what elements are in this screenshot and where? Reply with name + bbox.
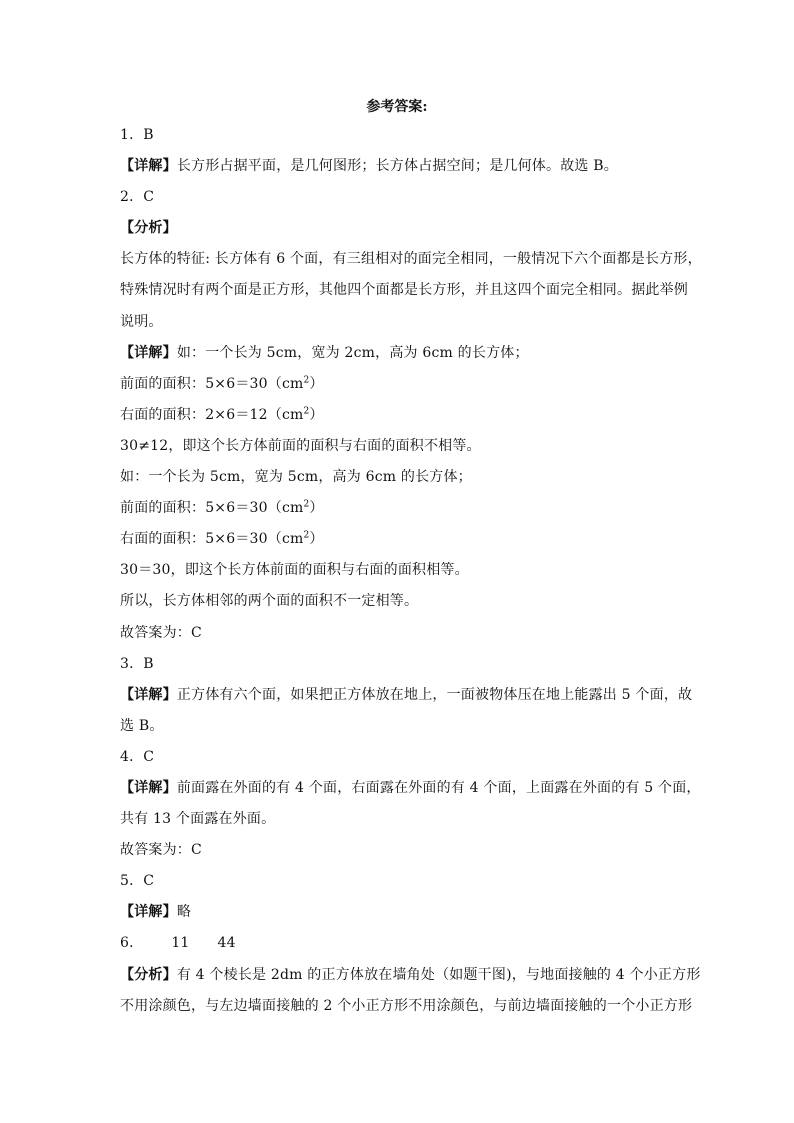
q6-analysis-line-1 (120, 960, 701, 991)
q3-detail-tag: 【详解】 (120, 686, 177, 703)
q6-blank-1: 11 (171, 935, 190, 952)
q5-detail-text: 略 (176, 904, 192, 921)
q1-detail-text: 长方形占据平面，是几何图形；长方体占据空间；是几何体。故选 B。 (176, 158, 618, 175)
q2-detail-tag: 【详解】 (120, 344, 177, 361)
q4-answer: 故答案为：C (120, 842, 202, 859)
q1-detail (120, 151, 690, 182)
q2-analysis-line-2: 特殊情况时有两个面是正方形，其他四个面都是长方形，并且这四个面完全相同。据此举例 (120, 282, 688, 299)
answer-content (120, 120, 702, 1022)
unit-close: ） (309, 375, 324, 392)
page-title: 参考答案: (366, 99, 428, 115)
q2-analysis-line-1: 长方体的特征: 长方体有 6 个面，有三组相对的面完全相同，一般情况下六个面都是长方形， (120, 251, 702, 268)
q2-right-area-2-text: 右面的面积：5×6＝30（cm (120, 531, 304, 548)
unit-close: ） (309, 406, 324, 423)
q4-detail-tag: 【详解】 (120, 779, 177, 796)
q2-front-area-2-text: 前面的面积：5×6＝30（cm (120, 500, 304, 517)
q2-summary: 所以，长方体相邻的两个面的面积不一定相等。 (120, 593, 419, 610)
q6-analysis-tag: 【分析】 (120, 966, 177, 983)
q2-front-area-2 (120, 493, 690, 524)
unit-superscript: 2 (303, 406, 310, 417)
q2-analysis-line-3: 说明。 (120, 313, 163, 330)
q2-front-area-1-text: 前面的面积：5×6＝30（cm (120, 375, 304, 392)
unit-close: ） (309, 531, 324, 548)
unit-close: ） (309, 500, 324, 517)
q4-detail-line-2: 共有 13 个面露在外面。 (120, 811, 276, 828)
q2-right-area-1-text: 右面的面积：2×6＝12（cm (120, 406, 304, 423)
q6-number-line (120, 928, 690, 959)
q2-answer: 故答案为：C (120, 624, 202, 641)
q6-blank-2: 44 (217, 935, 236, 952)
unit-superscript: 2 (303, 499, 310, 510)
q2-detail-text-1: 如：一个长为 5cm，宽为 2cm，高为 6cm 的长方体； (176, 344, 529, 361)
q5-detail-tag: 【详解】 (120, 904, 177, 921)
q6-number: 6． (120, 935, 144, 952)
q2-analysis-tag: 【分析】 (120, 220, 177, 237)
q2-right-area-1 (120, 400, 690, 431)
q4-number: 4．C (120, 748, 155, 765)
q6-analysis-line-2: 不用涂颜色，与左边墙面接触的 2 个小正方形不用涂颜色，与前边墙面接触的一个小正方形 (120, 997, 693, 1014)
q2-detail-line-2: 如：一个长为 5cm，宽为 5cm，高为 6cm 的长方体； (120, 469, 472, 486)
q4-detail-text-1: 前面露在外面的有 4 个面，右面露在外面的有 4 个面，上面露在外面的有 5 个面， (176, 779, 701, 796)
q3-detail-text-1: 正方体有六个面，如果把正方体放在地上，一面被物体压在地上能露出 5 个面，故 (176, 686, 693, 703)
q3-number: 3．B (120, 655, 154, 672)
q5-detail (120, 897, 690, 928)
q2-conclusion-2: 30＝30，即这个长方体前面的面积与右面的面积相等。 (120, 562, 469, 579)
q6-analysis-text-1: 有 4 个棱长是 2dm 的正方体放在墙角处（如题干图)，与地面接触的 4 个小正方形 (176, 966, 701, 983)
q2-number: 2．C (120, 189, 155, 206)
q3-detail-line-1 (120, 680, 693, 711)
q5-number: 5．C (120, 873, 155, 890)
q3-detail-line-2: 选 B。 (120, 717, 164, 734)
unit-superscript: 2 (303, 530, 310, 541)
q2-detail-line-1 (120, 338, 690, 369)
unit-superscript: 2 (303, 375, 310, 386)
q2-front-area-1 (120, 369, 690, 400)
q4-detail-line-1 (120, 773, 701, 804)
q2-right-area-2 (120, 524, 690, 555)
q2-conclusion-1: 30≠12，即这个长方体前面的面积与右面的面积不相等。 (120, 437, 481, 454)
q1-number: 1．B (120, 127, 154, 143)
q1-detail-tag: 【详解】 (120, 158, 177, 175)
